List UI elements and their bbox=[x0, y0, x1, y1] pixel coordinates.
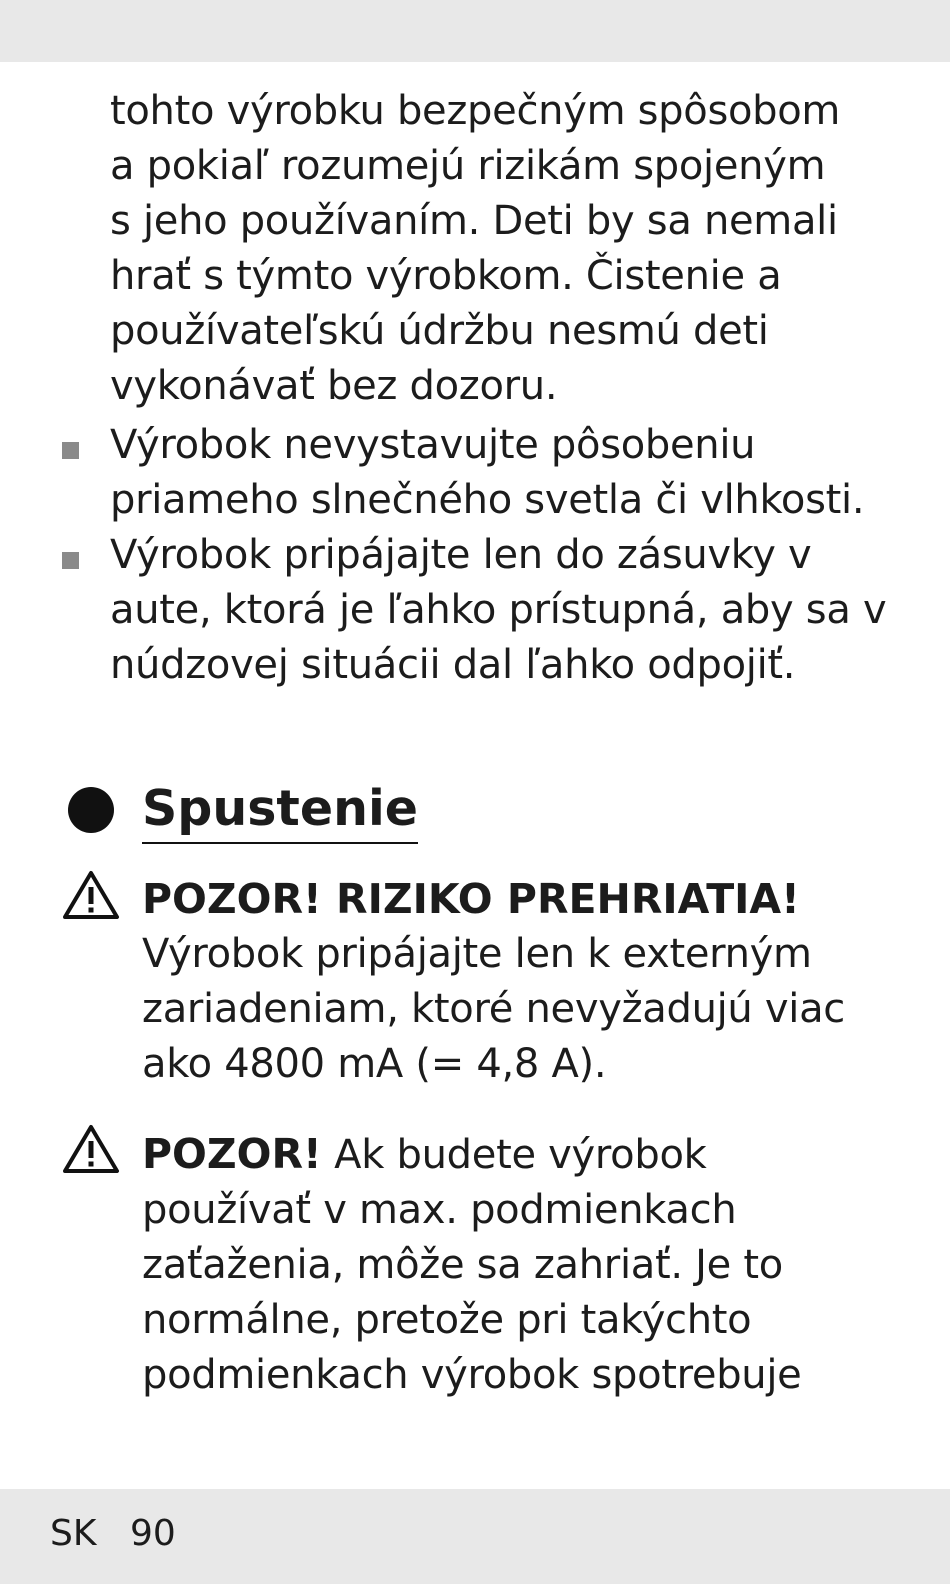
bullet-item-socket bbox=[110, 528, 886, 693]
bullet-line: núdzovej situácii dal ľahko odpojiť. bbox=[110, 642, 796, 688]
square-bullet-icon bbox=[62, 442, 79, 459]
warning-line-rest: Ak budete výrobok bbox=[321, 1132, 707, 1178]
footer-language: SK bbox=[50, 1513, 97, 1554]
intro-line: hrať s týmto výrobkom. Čistenie a bbox=[110, 253, 782, 299]
intro-line: používateľskú údržbu nesmú deti bbox=[110, 308, 769, 354]
warning-line: používať v max. podmienkach bbox=[142, 1187, 737, 1233]
bullet-line: aute, ktorá je ľahko prístupná, aby sa v bbox=[110, 587, 887, 633]
square-bullet-icon bbox=[62, 552, 79, 569]
warning-line: normálne, pretože pri takýchto bbox=[142, 1297, 752, 1343]
warning-first-line bbox=[142, 1127, 801, 1183]
warning-line: Výrobok pripájajte len k externým bbox=[142, 931, 812, 977]
intro-paragraph bbox=[110, 84, 840, 414]
bullet-line: Výrobok nevystavujte pôsobeniu bbox=[110, 422, 756, 468]
warning-heat-load bbox=[142, 1127, 801, 1403]
section-title: Spustenie bbox=[142, 780, 418, 844]
warning-overheat bbox=[142, 872, 845, 1092]
bullet-line: priameho slnečného svetla či vlhkosti. bbox=[110, 477, 865, 523]
bullet-line: Výrobok pripájajte len do zásuvky v bbox=[110, 532, 812, 578]
intro-line: a pokiaľ rozumejú rizikám spojeným bbox=[110, 143, 826, 189]
section-dot-icon bbox=[68, 787, 114, 833]
bullet-item-sunlight bbox=[110, 418, 864, 528]
intro-line: tohto výrobku bezpečným spôsobom bbox=[110, 88, 841, 134]
page-number: 90 bbox=[130, 1513, 176, 1554]
top-margin-band bbox=[0, 0, 950, 62]
warning-triangle-icon bbox=[62, 1124, 120, 1174]
warning-triangle-icon bbox=[62, 870, 120, 920]
warning-line: ako 4800 mA (= 4,8 A). bbox=[142, 1041, 607, 1087]
warning-line: zaťaženia, môže sa zahriať. Je to bbox=[142, 1242, 783, 1288]
warning-line: podmienkach výrobok spotrebuje bbox=[142, 1352, 802, 1398]
warning-lead: POZOR! bbox=[142, 1130, 322, 1178]
warning-line: zariadeniam, ktoré nevyžadujú viac bbox=[142, 986, 845, 1032]
intro-line: s jeho používaním. Deti by sa nemali bbox=[110, 198, 838, 244]
warning-heading: POZOR! RIZIKO PREHRIATIA! bbox=[142, 875, 800, 923]
intro-line: vykonávať bez dozoru. bbox=[110, 363, 558, 409]
